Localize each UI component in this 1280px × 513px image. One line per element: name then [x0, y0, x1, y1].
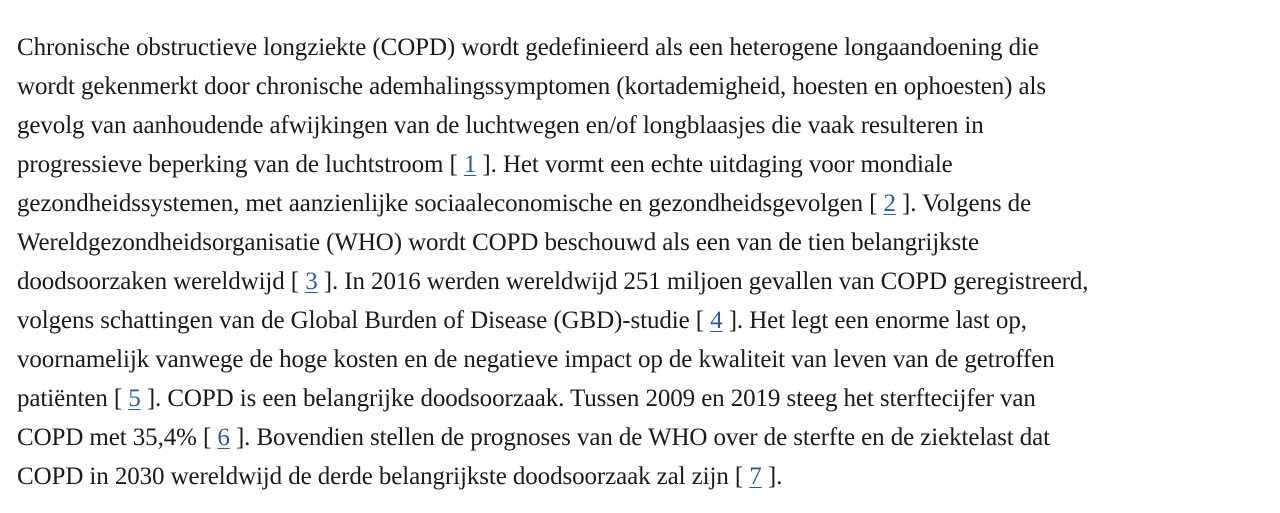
text-segment: ]. COPD is een belangrijke doodsoorzaak. Tussen 2009 en 2019 steeg het sterftecijfer van	[140, 385, 1036, 412]
text-segment: doodsoorzaken wereldwijd [	[17, 268, 306, 295]
text-segment: volgens schattingen van de Global Burden of Disease (GBD)-studie [	[17, 307, 711, 334]
text-segment: voornamelijk vanwege de hoge kosten en de negatieve impact op de kwaliteit van leven van de getroffen	[17, 346, 1055, 373]
article-paragraph	[17, 28, 1267, 496]
text-line	[17, 106, 1267, 145]
text-line	[17, 262, 1267, 301]
text-segment: progressieve beperking van de luchtstroom [	[17, 151, 464, 178]
text-segment: ]. Het vormt een echte uitdaging voor mondiale	[476, 151, 953, 178]
text-segment: patiënten [	[17, 385, 129, 412]
citation-link-2[interactable]: 2	[883, 190, 896, 217]
text-segment: Chronische obstructieve longziekte (COPD) wordt gedefinieerd als een heterogene longaandoening die	[17, 34, 1039, 61]
text-segment: ].	[761, 463, 783, 490]
text-line	[17, 28, 1267, 67]
text-line	[17, 223, 1267, 262]
text-segment: ]. Het legt een enorme last op,	[722, 307, 1027, 334]
text-segment: ]. Bovendien stellen de prognoses van de WHO over de sterfte en de ziektelast dat	[229, 424, 1051, 451]
text-line	[17, 418, 1267, 457]
text-line	[17, 145, 1267, 184]
text-segment: gevolg van aanhoudende afwijkingen van de luchtwegen en/of longblaasjes die vaak resulteren in	[17, 112, 984, 139]
text-segment: COPD in 2030 wereldwijd de derde belangrijkste doodsoorzaak zal zijn [	[17, 463, 750, 490]
citation-link-7[interactable]: 7	[749, 463, 762, 490]
text-segment: wordt gekenmerkt door chronische ademhalingssymptomen (kortademigheid, hoesten en ophoesten) als	[17, 73, 1047, 100]
text-segment: gezondheidssystemen, met aanzienlijke sociaaleconomische en gezondheidsgevolgen [	[17, 190, 884, 217]
citation-link-5[interactable]: 5	[128, 385, 141, 412]
citation-link-1[interactable]: 1	[463, 151, 477, 178]
text-line	[17, 379, 1267, 418]
citation-link-6[interactable]: 6	[217, 424, 230, 451]
text-segment: ]. Volgens de	[895, 190, 1032, 217]
text-line	[17, 301, 1267, 340]
text-line	[17, 67, 1267, 106]
text-segment: ]. In 2016 werden wereldwijd 251 miljoen gevallen van COPD geregistreerd,	[317, 268, 1089, 295]
text-line	[17, 184, 1267, 223]
text-line	[17, 457, 1267, 496]
citation-link-3[interactable]: 3	[305, 268, 318, 295]
text-line	[17, 340, 1267, 379]
citation-link-4[interactable]: 4	[710, 307, 723, 334]
text-segment: Wereldgezondheidsorganisatie (WHO) wordt COPD beschouwd als een van de tien belangrijkste	[17, 229, 979, 256]
text-segment: COPD met 35,4% [	[17, 424, 218, 451]
